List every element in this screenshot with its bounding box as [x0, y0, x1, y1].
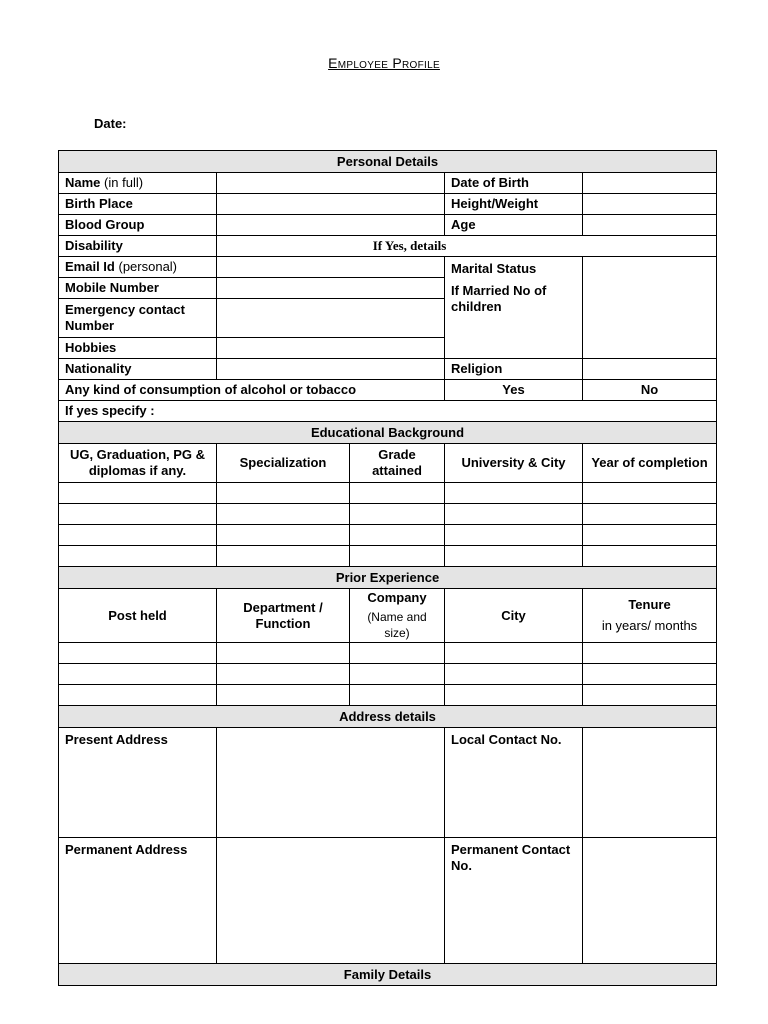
column-header: UG, Graduation, PG & diplomas if any.	[59, 444, 217, 483]
name-label: Name (in full)	[59, 173, 217, 194]
table-cell[interactable]	[59, 525, 217, 546]
present-address-field[interactable]	[217, 728, 445, 838]
section-family-details	[59, 964, 717, 986]
permanent-address-field[interactable]	[217, 838, 445, 964]
section-prior-experience	[59, 567, 717, 589]
consumption-yes-option[interactable]: Yes	[445, 380, 583, 401]
disability-label: Disability	[59, 236, 217, 257]
table-header-row	[59, 444, 717, 483]
emergency-contact-field[interactable]	[217, 299, 445, 338]
children-label: If Married No of children	[451, 283, 547, 314]
blood-group-field[interactable]	[217, 215, 445, 236]
table-cell[interactable]	[350, 504, 445, 525]
birth-place-label: Birth Place	[59, 194, 217, 215]
mobile-field[interactable]	[217, 278, 445, 299]
section-personal-details	[59, 151, 717, 173]
section-address-details	[59, 706, 717, 728]
table-cell[interactable]	[59, 685, 217, 706]
table-cell[interactable]	[583, 483, 717, 504]
height-weight-field[interactable]	[583, 194, 717, 215]
religion-label: Religion	[445, 359, 583, 380]
section-header: Family Details	[59, 964, 717, 986]
table-row	[59, 194, 717, 215]
table-header-row	[59, 589, 717, 643]
mobile-label: Mobile Number	[59, 278, 217, 299]
marital-status-block	[445, 257, 583, 359]
marital-status-label: Marital Status	[451, 261, 537, 276]
permanent-contact-label: Permanent Contact No.	[445, 838, 583, 964]
table-row	[59, 643, 717, 664]
table-cell[interactable]	[350, 546, 445, 567]
table-cell[interactable]	[59, 664, 217, 685]
table-cell[interactable]	[445, 504, 583, 525]
table-cell[interactable]	[350, 525, 445, 546]
age-label: Age	[445, 215, 583, 236]
table-cell[interactable]	[583, 525, 717, 546]
dob-field[interactable]	[583, 173, 717, 194]
height-weight-label: Height/Weight	[445, 194, 583, 215]
table-cell[interactable]	[59, 546, 217, 567]
table-row	[59, 359, 717, 380]
column-header-company: Company (Name and size)	[350, 589, 445, 643]
table-cell[interactable]	[583, 643, 717, 664]
table-row	[59, 664, 717, 685]
hobbies-field[interactable]	[217, 338, 445, 359]
dob-label: Date of Birth	[445, 173, 583, 194]
table-row	[59, 173, 717, 194]
employee-profile-form	[58, 150, 717, 986]
table-cell[interactable]	[583, 685, 717, 706]
table-row	[59, 838, 717, 964]
table-row	[59, 380, 717, 401]
table-cell[interactable]	[445, 483, 583, 504]
column-header-post: Post held	[59, 589, 217, 643]
table-cell[interactable]	[350, 643, 445, 664]
column-header: Grade attained	[350, 444, 445, 483]
section-header: Educational Background	[59, 422, 717, 444]
present-address-label: Present Address	[59, 728, 217, 838]
table-cell[interactable]	[350, 685, 445, 706]
table-cell[interactable]	[583, 664, 717, 685]
table-cell[interactable]	[445, 525, 583, 546]
section-educational-background	[59, 422, 717, 444]
column-header: Specialization	[217, 444, 350, 483]
email-label: Email Id (personal)	[59, 257, 217, 278]
table-cell[interactable]	[59, 483, 217, 504]
table-cell[interactable]	[350, 664, 445, 685]
age-field[interactable]	[583, 215, 717, 236]
name-field[interactable]	[217, 173, 445, 194]
table-cell[interactable]	[445, 664, 583, 685]
permanent-contact-field[interactable]	[583, 838, 717, 964]
local-contact-field[interactable]	[583, 728, 717, 838]
religion-field[interactable]	[583, 359, 717, 380]
table-cell[interactable]	[217, 664, 350, 685]
table-row	[59, 215, 717, 236]
table-row	[59, 257, 717, 278]
table-row	[59, 525, 717, 546]
table-row	[59, 728, 717, 838]
section-header: Prior Experience	[59, 567, 717, 589]
table-cell[interactable]	[350, 483, 445, 504]
column-header-department: Department / Function	[217, 589, 350, 643]
column-header: Year of completion	[583, 444, 717, 483]
table-cell[interactable]	[217, 546, 350, 567]
section-header: Address details	[59, 706, 717, 728]
hobbies-label: Hobbies	[59, 338, 217, 359]
birth-place-field[interactable]	[217, 194, 445, 215]
date-label: Date:	[94, 116, 127, 131]
table-row	[59, 401, 717, 422]
local-contact-label: Local Contact No.	[445, 728, 583, 838]
table-row	[59, 236, 717, 257]
column-header-city: City	[445, 589, 583, 643]
email-field[interactable]	[217, 257, 445, 278]
table-row	[59, 685, 717, 706]
table-cell[interactable]	[445, 685, 583, 706]
table-cell[interactable]	[583, 504, 717, 525]
table-cell[interactable]	[59, 643, 217, 664]
nationality-field[interactable]	[217, 359, 445, 380]
consumption-no-option[interactable]: No	[583, 380, 717, 401]
table-cell[interactable]	[445, 643, 583, 664]
table-cell[interactable]	[217, 685, 350, 706]
table-cell[interactable]	[217, 643, 350, 664]
section-header: Personal Details	[59, 151, 717, 173]
blood-group-label: Blood Group	[59, 215, 217, 236]
table-cell[interactable]	[445, 546, 583, 567]
table-row	[59, 546, 717, 567]
table-row	[59, 504, 717, 525]
specify-field[interactable]: If yes specify :	[59, 401, 717, 422]
table-cell[interactable]	[217, 525, 350, 546]
emergency-contact-label: Emergency contact Number	[59, 299, 217, 338]
permanent-address-label: Permanent Address	[59, 838, 217, 964]
disability-details-field[interactable]: If Yes, details	[217, 236, 717, 257]
consumption-question: Any kind of consumption of alcohol or tobacco	[59, 380, 445, 401]
table-cell[interactable]	[59, 504, 217, 525]
column-header: University & City	[445, 444, 583, 483]
column-header-tenure: Tenure in years/ months	[583, 589, 717, 643]
page-title: Employee Profile	[328, 55, 440, 71]
table-row	[59, 483, 717, 504]
table-cell[interactable]	[217, 483, 350, 504]
nationality-label: Nationality	[59, 359, 217, 380]
marital-status-field[interactable]	[583, 257, 717, 359]
table-cell[interactable]	[217, 504, 350, 525]
table-cell[interactable]	[583, 546, 717, 567]
